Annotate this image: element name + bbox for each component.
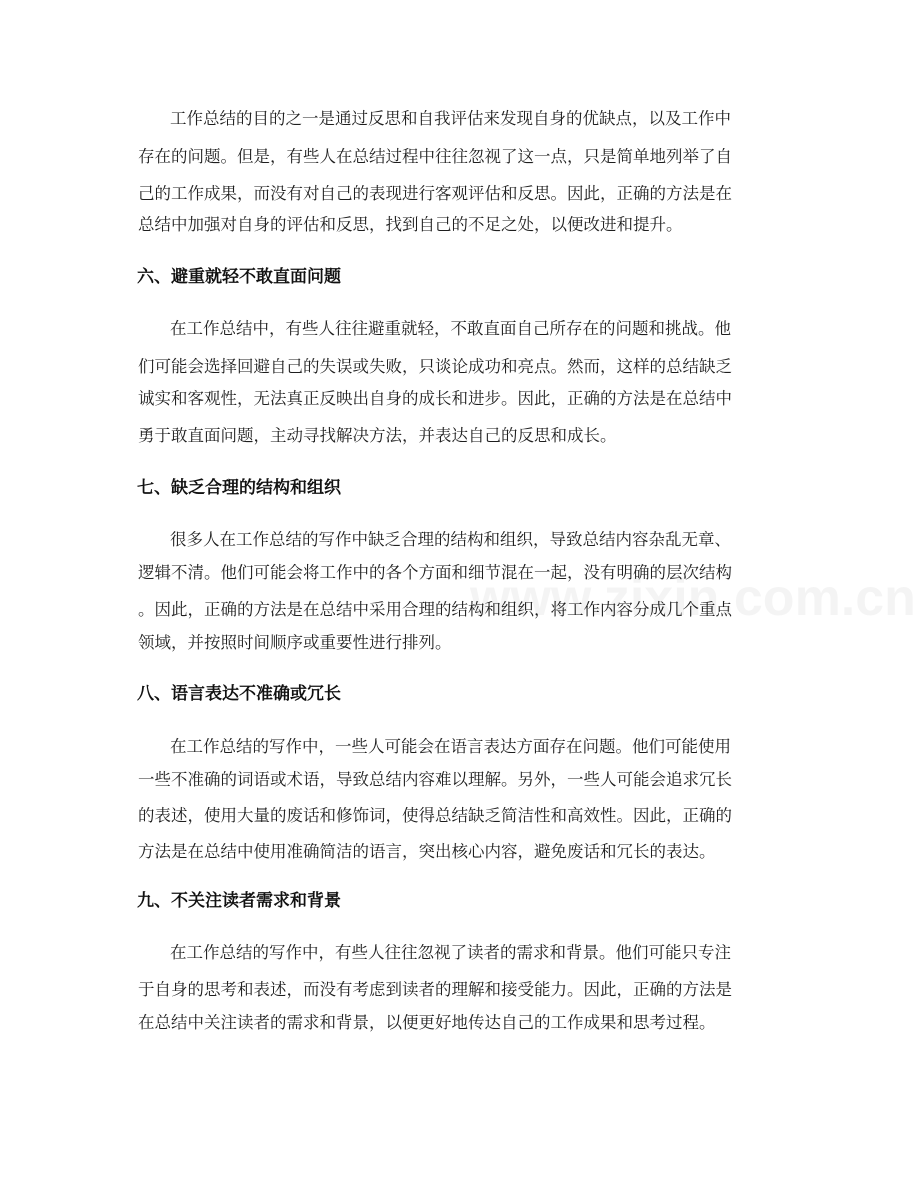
paragraph-line: 的表述，使用大量的废话和修饰词，使得总结缺乏简洁性和高效性。因此，正确的: [138, 806, 732, 825]
paragraph-line: 们可能会选择回避自己的失误或失败，只谈论成功和亮点。然而，这样的总结缺乏: [138, 357, 732, 376]
paragraph-line: 于自身的思考和表述，而没有考虑到读者的理解和接受能力。因此，正确的方法是: [138, 980, 732, 999]
paragraph-line: 逻辑不清。他们可能会将工作中的各个方面和细节混在一起，没有明确的层次结构: [138, 563, 732, 582]
paragraph-line: 方法是在总结中使用准确简洁的语言，突出核心内容，避免废话和冗长的表达。: [138, 842, 716, 861]
paragraph-line: 勇于敢直面问题，主动寻找解决方法，并表达自己的反思和成长。: [138, 426, 617, 445]
section-heading-7: 七、缺乏合理的结构和组织: [137, 478, 341, 498]
paragraph-line: 一些不准确的词语或术语，导致总结内容难以理解。另外，一些人可能会追求冗长: [138, 770, 732, 789]
paragraph-line: 在总结中关注读者的需求和背景，以便更好地传达自己的工作成果和思考过程。: [138, 1013, 716, 1032]
paragraph-line: 领域，并按照时间顺序或重要性进行排列。: [138, 633, 452, 652]
paragraph-line: 己的工作成果，而没有对自己的表现进行客观评估和反思。因此，正确的方法是在: [138, 184, 732, 203]
paragraph-line: 很多人在工作总结的写作中缺乏合理的结构和组织，导致总结内容杂乱无章、: [170, 530, 731, 549]
section-heading-9: 九、不关注读者需求和背景: [137, 891, 341, 911]
paragraph-line: 在工作总结的写作中，一些人可能会在语言表达方面存在问题。他们可能使用: [170, 737, 731, 756]
paragraph-line: 在工作总结的写作中，有些人往往忽视了读者的需求和背景。他们可能只专注: [170, 943, 731, 962]
paragraph-line: 诚实和客观性，无法真正反映出自身的成长和进步。因此，正确的方法是在总结中: [138, 389, 732, 408]
paragraph-line: 。因此，正确的方法是在总结中采用合理的结构和组织，将工作内容分成几个重点: [138, 600, 732, 619]
paragraph-line: 总结中加强对自身的评估和反思，找到自己的不足之处，以便改进和提升。: [138, 215, 683, 234]
section-heading-8: 八、语言表达不准确或冗长: [137, 684, 341, 704]
paragraph-line: 存在的问题。但是，有些人在总结过程中往往忽视了这一点，只是简单地列举了自: [138, 147, 732, 166]
paragraph-line: 工作总结的目的之一是通过反思和自我评估来发现自身的优缺点，以及工作中: [170, 109, 731, 128]
section-heading-6: 六、避重就轻不敢直面问题: [137, 267, 341, 287]
paragraph-line: 在工作总结中，有些人往往避重就轻，不敢直面自己所存在的问题和挑战。他: [170, 319, 731, 338]
